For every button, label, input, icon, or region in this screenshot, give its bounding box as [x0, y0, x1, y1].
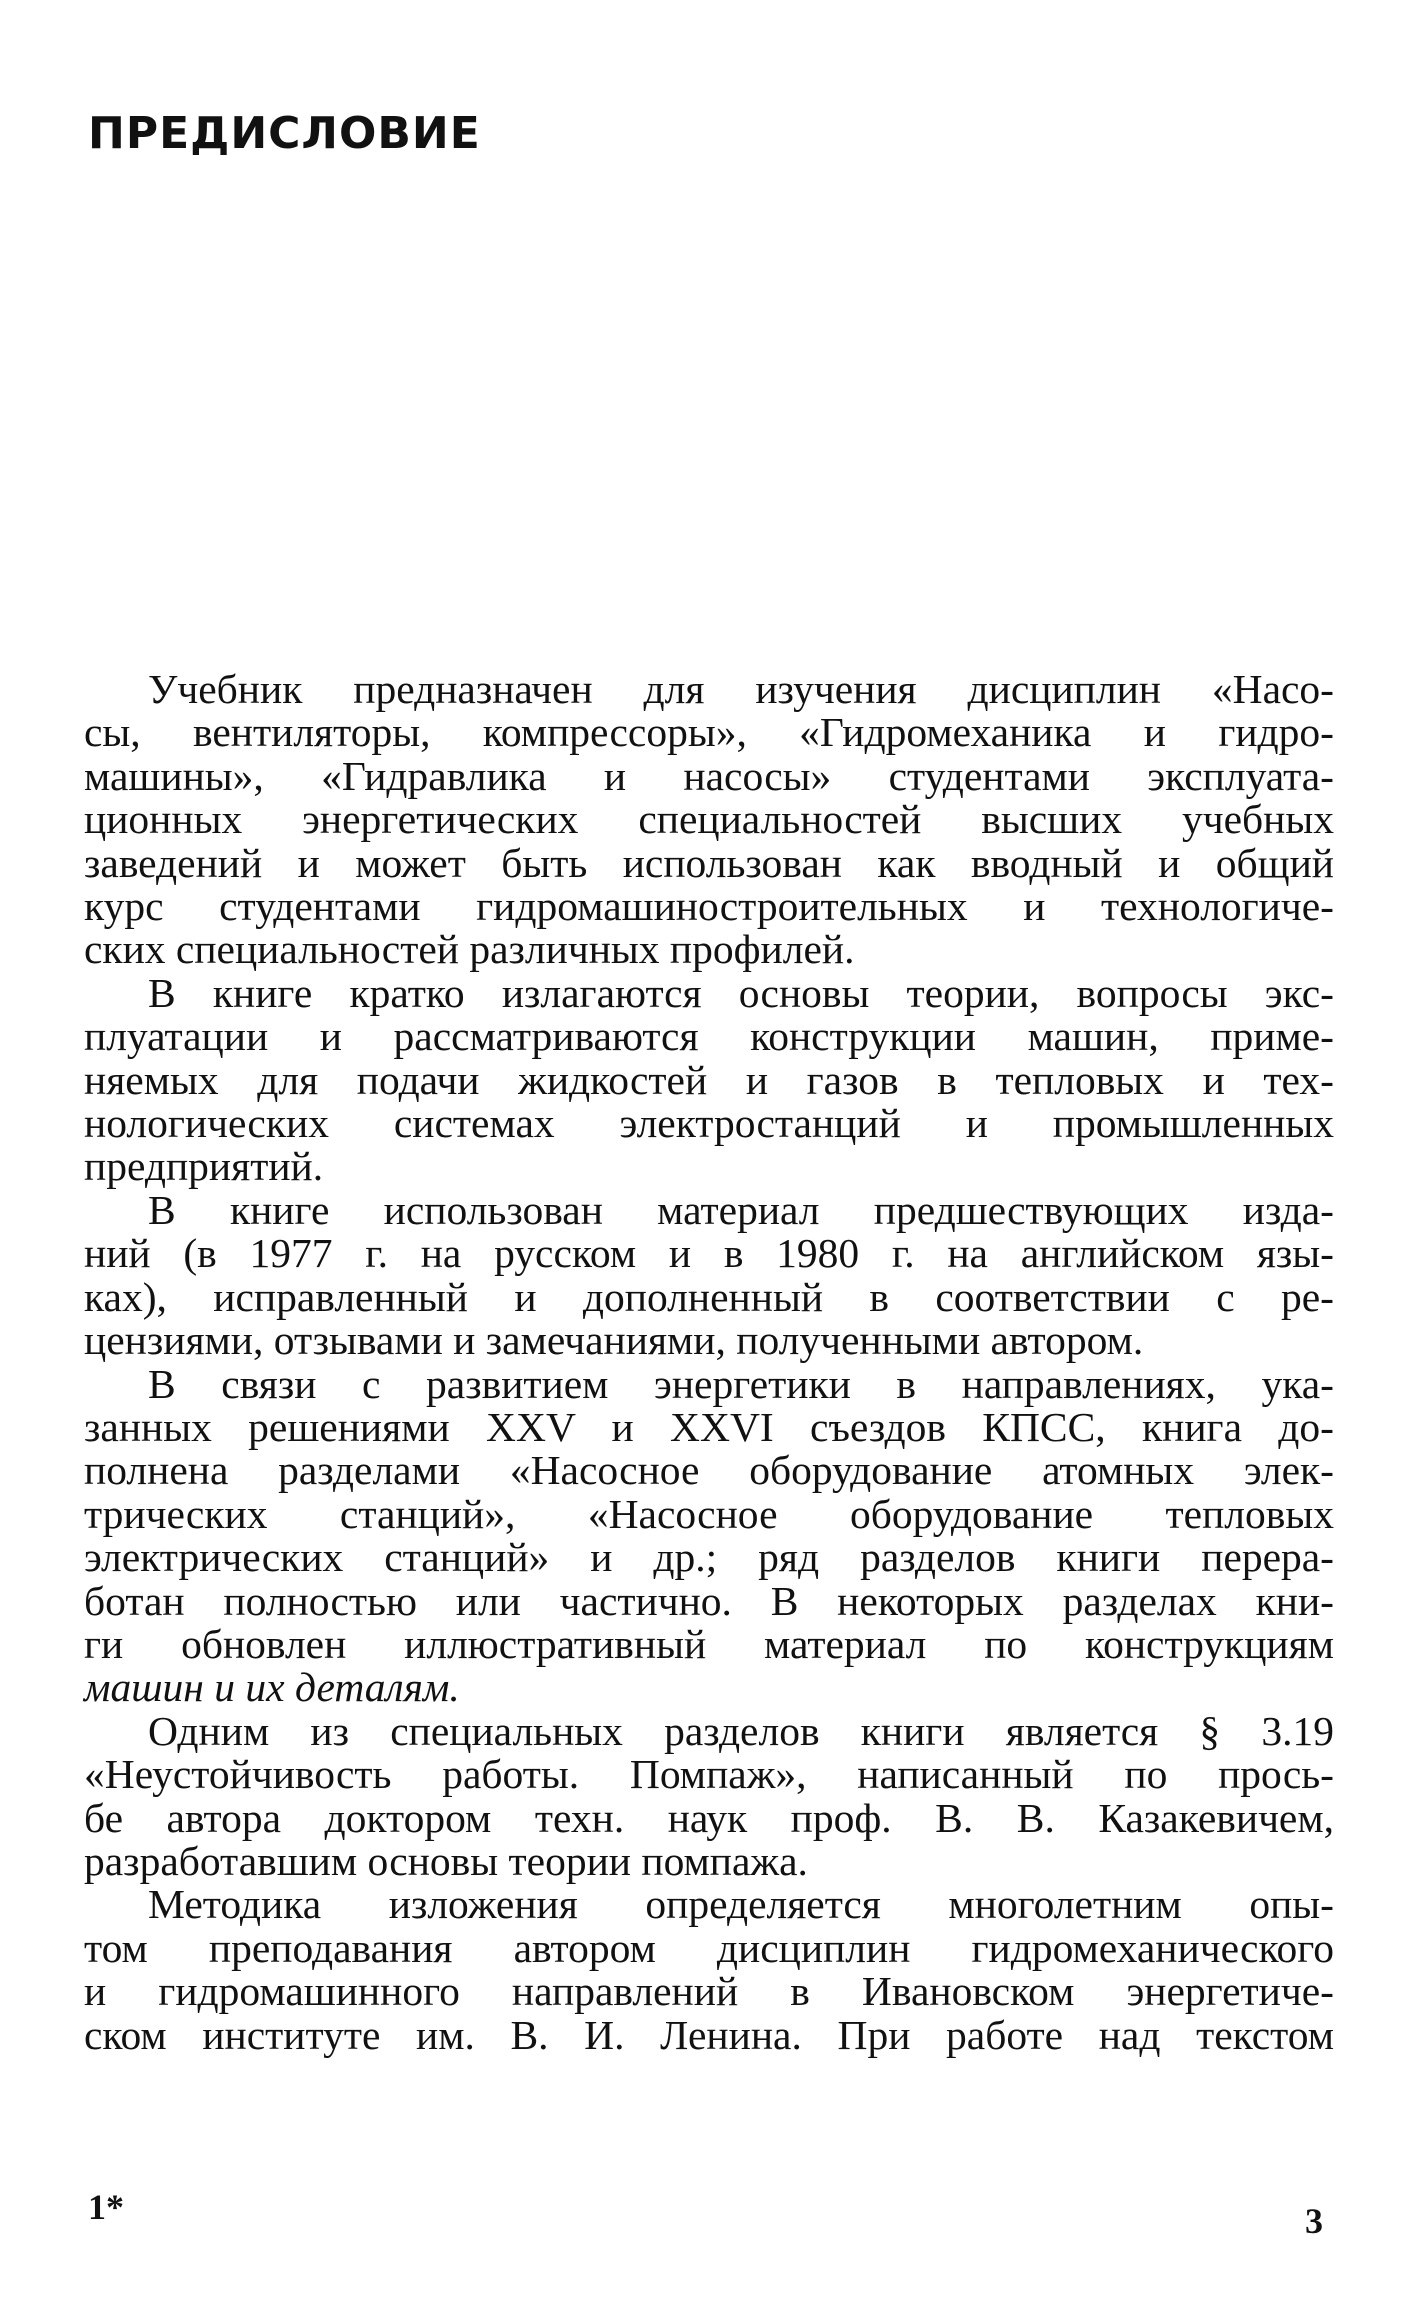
text-line: В связи с развитием энергетики в направлениях, ука- [148, 1360, 1334, 1407]
text-line: разработавшим основы теории помпажа. [84, 1837, 808, 1884]
paragraph-5 [84, 1707, 1334, 1884]
text-line: предприятий. [84, 1143, 324, 1190]
text-line: ционных энергетических специальностей высших учебных [84, 796, 1334, 843]
paragraph-4 [84, 1360, 1334, 1711]
text-line: Одним из специальных разделов книги является § 3.19 [148, 1707, 1334, 1754]
page-number: 3 [1305, 2201, 1323, 2241]
paragraph-2 [84, 969, 1334, 1190]
text-line: заведений и может быть использован как вводный и общий [84, 839, 1334, 886]
text-line: бе автора доктором техн. наук проф. В. В. Казакевичем, [84, 1794, 1334, 1841]
text-line: «Неустойчивость работы. Помпаж», написанный по прось- [84, 1751, 1334, 1798]
page-title: ПРЕДИСЛОВИЕ [88, 108, 481, 159]
text-line: и гидромашинного направлений в Ивановском энергетиче- [84, 1968, 1334, 2015]
text-line: занных решениями XXV и XXVI съездов КПСС, книга до- [84, 1403, 1334, 1450]
text-line: Методика изложения определяется многолетним опы- [148, 1881, 1334, 1928]
text-line: трических станций», «Насосное оборудование тепловых [84, 1490, 1334, 1537]
text-line: плуатации и рассматриваются конструкции машин, приме- [84, 1013, 1334, 1060]
text-line: ках), исправленный и дополненный в соответствии с ре- [84, 1273, 1334, 1320]
text-line: машин и их деталям. [84, 1664, 460, 1711]
text-line: ских специальностей различных профилей. [84, 926, 855, 973]
text-line: полнена разделами «Насосное оборудование атомных элек- [84, 1447, 1334, 1494]
text-line: электрических станций» и др.; ряд разделов книги перера- [84, 1534, 1334, 1581]
text-line: том преподавания автором дисциплин гидромеханического [84, 1924, 1334, 1971]
text-line: ботан полностью или частично. В некоторых разделах кни- [84, 1577, 1334, 1624]
text-line: нологических системах электростанций и промышленных [84, 1100, 1334, 1147]
text-line: В книге использован материал предшествующих изда- [148, 1186, 1334, 1233]
text-line: няемых для подачи жидкостей и газов в тепловых и тех- [84, 1056, 1334, 1103]
text-line: ги обновлен иллюстративный материал по конструкциям [84, 1620, 1334, 1667]
body-text [84, 666, 1334, 2058]
text-line: курс студентами гидромашиностроительных и технологиче- [84, 883, 1334, 930]
text-line: Учебник предназначен для изучения дисциплин «Насо- [148, 666, 1334, 712]
text-line: машины», «Гидравлика и насосы» студентами эксплуата- [84, 752, 1334, 799]
text-line: ском институте им. В. И. Ленина. При работе над текстом [84, 2011, 1334, 2058]
text-line: сы, вентиляторы, компрессоры», «Гидромеханика и гидро- [84, 709, 1334, 756]
signature-mark: 1* [88, 2187, 124, 2227]
text-line: ний (в 1977 г. на русском и в 1980 г. на английском язы- [84, 1230, 1334, 1277]
paragraph-3 [84, 1186, 1334, 1364]
paragraph-6 [84, 1881, 1334, 2058]
text-line: цензиями, отзывами и замечаниями, полученными автором. [84, 1317, 1144, 1364]
text-line: В книге кратко излагаются основы теории, вопросы экс- [148, 969, 1334, 1016]
paragraph-1 [84, 666, 1334, 973]
